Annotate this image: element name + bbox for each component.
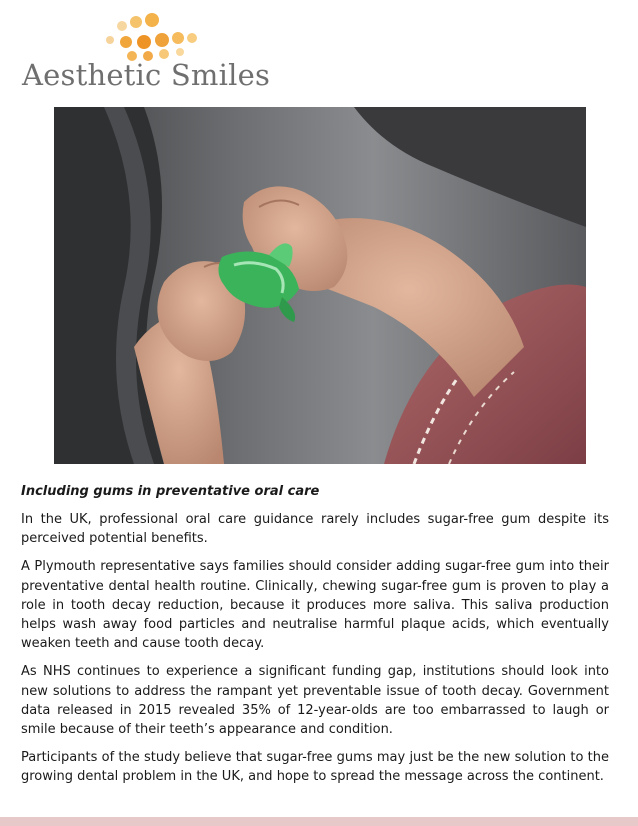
footer-band xyxy=(0,817,638,826)
brand-name: Aesthetic Smiles xyxy=(22,58,271,92)
brand-logo xyxy=(22,8,271,98)
article-heading: Including gums in preventative oral care xyxy=(21,484,320,499)
paragraph-nhs: As NHS continues to experience a significant funding gap, institutions should look into new solutions to address the rampant yet preventable issue of tooth decay. Government data released in 2015 revealed 35% of 12-year-olds are too embarrassed to laugh or smile because of their teeth’s appearance and condition. xyxy=(21,664,609,738)
paragraph-intro: In the UK, professional oral care guidance rarely includes sugar-free gum despite its perceived potential benefits. xyxy=(21,512,609,547)
logo-dots-icon xyxy=(102,12,212,62)
paragraph-conclusion: Participants of the study believe that sugar-free gums may just be the new solution to the growing dental problem in the UK, and hope to spread the message across the continent. xyxy=(21,750,609,785)
article-photo xyxy=(54,107,586,464)
article-body xyxy=(21,482,609,796)
hands-unwrapping-gum-illustration xyxy=(54,107,586,464)
paragraph-plymouth: A Plymouth representative says families should consider adding sugar-free gum into their preventative dental health routine. Clinically, chewing sugar-free gum is proven to play a role in tooth decay reduction, because it produces more saliva. This saliva production helps wash away food particles and neutralise harmful plaque acids, which eventually weaken teeth and cause tooth decay. xyxy=(21,559,609,652)
